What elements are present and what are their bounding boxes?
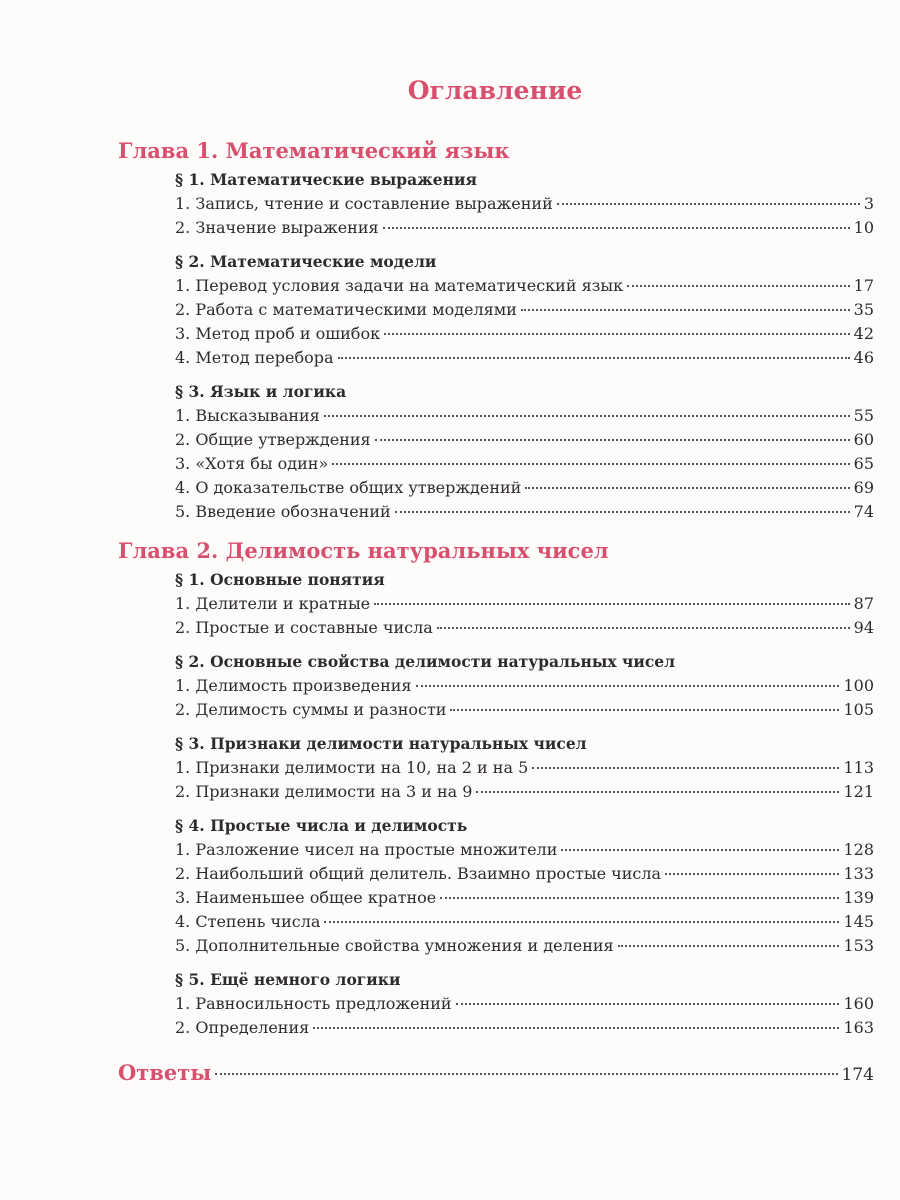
toc-entry-page: 87	[853, 594, 874, 613]
toc-entry-page: 3	[863, 194, 874, 213]
toc-entry-label: 2. Общие утверждения	[175, 430, 371, 449]
toc-entry-page: 113	[843, 758, 874, 777]
toc-entry-page: 10	[853, 218, 874, 237]
toc-entry-page: 121	[843, 782, 874, 801]
toc-entry-label: 4. О доказательстве общих утверждений	[175, 478, 522, 497]
dot-leader	[332, 463, 849, 465]
toc-entry[interactable]	[175, 862, 874, 886]
section-heading[interactable]: § 4. Простые числа и делимость	[175, 816, 468, 835]
toc-entry[interactable]	[175, 616, 874, 640]
page-title: Оглавление	[407, 76, 583, 105]
dot-leader	[561, 849, 839, 851]
dot-leader	[375, 439, 850, 441]
toc-entry[interactable]	[175, 452, 874, 476]
toc-entry-page: 46	[853, 348, 874, 367]
toc-entry[interactable]	[175, 274, 874, 298]
dot-leader	[215, 1073, 837, 1075]
toc-entry-page: 139	[843, 888, 874, 907]
dot-leader	[383, 227, 850, 229]
toc-entry-label: 2. Работа с математическими моделями	[175, 300, 517, 319]
toc-entry-page: 128	[843, 840, 874, 859]
toc-entry[interactable]	[175, 934, 874, 958]
toc-entry-label: 1. Делимость произведения	[175, 676, 412, 695]
toc-entry-label: 3. «Хотя бы один»	[175, 454, 329, 473]
chapter-heading[interactable]: Глава 1. Математический язык	[118, 138, 510, 163]
toc-entry-page: 69	[853, 478, 874, 497]
toc-entry[interactable]	[175, 674, 874, 698]
toc-entry-label: 1. Признаки делимости на 10, на 2 и на 5	[175, 758, 529, 777]
toc-entry-page: 163	[843, 1018, 874, 1037]
dot-leader	[665, 873, 839, 875]
toc-entry-page: 100	[843, 676, 874, 695]
toc-entry[interactable]	[175, 428, 874, 452]
toc-entry-page: 74	[853, 502, 874, 521]
section-heading[interactable]: § 1. Основные понятия	[175, 570, 385, 589]
toc-entry-page: 105	[843, 700, 874, 719]
toc-entry-page: 160	[843, 994, 874, 1013]
toc-entry-label: 2. Значение выражения	[175, 218, 379, 237]
toc-entry-label: 1. Равносильность предложений	[175, 994, 452, 1013]
toc-entry[interactable]	[175, 476, 874, 500]
toc-entry-page: 35	[853, 300, 874, 319]
toc-entry-label: 2. Определения	[175, 1018, 310, 1037]
section-heading[interactable]: § 3. Язык и логика	[175, 382, 347, 401]
toc-entry-answers[interactable]	[118, 1058, 874, 1088]
dot-leader	[384, 333, 850, 335]
dot-leader	[450, 709, 839, 711]
dot-leader	[521, 309, 850, 311]
toc-entry-label: 2. Признаки делимости на 3 и на 9	[175, 782, 473, 801]
dot-leader	[416, 685, 840, 687]
dot-leader	[557, 203, 860, 205]
toc-entry-page: 55	[853, 406, 874, 425]
toc-entry-label: 1. Перевод условия задачи на математический язык	[175, 276, 624, 295]
toc-entry-label: 5. Дополнительные свойства умножения и деления	[175, 936, 614, 955]
toc-entry[interactable]	[175, 756, 874, 780]
dot-leader	[627, 285, 850, 287]
chapter-heading[interactable]: Глава 2. Делимость натуральных чисел	[118, 538, 609, 563]
section-heading[interactable]: § 1. Математические выражения	[175, 170, 477, 189]
dot-leader	[437, 627, 850, 629]
toc-entry[interactable]	[175, 698, 874, 722]
toc-entry-label: 1. Разложение чисел на простые множители	[175, 840, 558, 859]
toc-entry-page: 145	[843, 912, 874, 931]
toc-entry[interactable]	[175, 346, 874, 370]
toc-entry[interactable]	[175, 910, 874, 934]
dot-leader	[618, 945, 840, 947]
dot-leader	[456, 1003, 840, 1005]
section-heading[interactable]: § 2. Основные свойства делимости натуральных чисел	[175, 652, 676, 671]
toc-entry-label: 4. Степень числа	[175, 912, 321, 931]
toc-entry-label: 3. Наименьшее общее кратное	[175, 888, 437, 907]
table-of-contents	[118, 136, 874, 1088]
section-heading[interactable]: § 5. Ещё немного логики	[175, 970, 401, 989]
dot-leader	[313, 1027, 839, 1029]
toc-entry-label: 4. Метод перебора	[175, 348, 334, 367]
toc-entry-page: 94	[853, 618, 874, 637]
toc-entry-page: 17	[853, 276, 874, 295]
toc-entry-label: 2. Делимость суммы и разности	[175, 700, 447, 719]
dot-leader	[440, 897, 839, 899]
dot-leader	[324, 415, 850, 417]
dot-leader	[374, 603, 850, 605]
answers-page: 174	[841, 1065, 874, 1085]
toc-entry-page: 133	[843, 864, 874, 883]
toc-entry[interactable]	[175, 886, 874, 910]
toc-entry-label: 1. Высказывания	[175, 406, 320, 425]
toc-entry-label: 2. Наибольший общий делитель. Взаимно простые числа	[175, 864, 662, 883]
dot-leader	[532, 767, 839, 769]
dot-leader	[476, 791, 839, 793]
toc-entry[interactable]	[175, 1016, 874, 1040]
section-heading[interactable]: § 3. Признаки делимости натуральных чисел	[175, 734, 587, 753]
toc-entry[interactable]	[175, 322, 874, 346]
toc-entry-page: 42	[853, 324, 874, 343]
toc-entry-label: 2. Простые и составные числа	[175, 618, 433, 637]
toc-entry[interactable]	[175, 500, 874, 524]
toc-entry[interactable]	[175, 298, 874, 322]
toc-entry-label: 1. Делители и кратные	[175, 594, 371, 613]
toc-entry[interactable]	[175, 216, 874, 240]
toc-entry-page: 65	[853, 454, 874, 473]
dot-leader	[338, 357, 850, 359]
dot-leader	[525, 487, 849, 489]
toc-entry[interactable]	[175, 404, 874, 428]
toc-entry-page: 153	[843, 936, 874, 955]
toc-entry-label: 1. Запись, чтение и составление выражений	[175, 194, 553, 213]
answers-label: Ответы	[118, 1060, 212, 1085]
toc-entry[interactable]	[175, 992, 874, 1016]
toc-entry[interactable]	[175, 592, 874, 616]
dot-leader	[324, 921, 839, 923]
toc-entry-label: 5. Введение обозначений	[175, 502, 391, 521]
toc-entry-page: 60	[853, 430, 874, 449]
section-heading[interactable]: § 2. Математические модели	[175, 252, 437, 271]
toc-entry[interactable]	[175, 780, 874, 804]
toc-entry-label: 3. Метод проб и ошибок	[175, 324, 381, 343]
dot-leader	[395, 511, 850, 513]
toc-entry[interactable]	[175, 192, 874, 216]
toc-entry[interactable]	[175, 838, 874, 862]
